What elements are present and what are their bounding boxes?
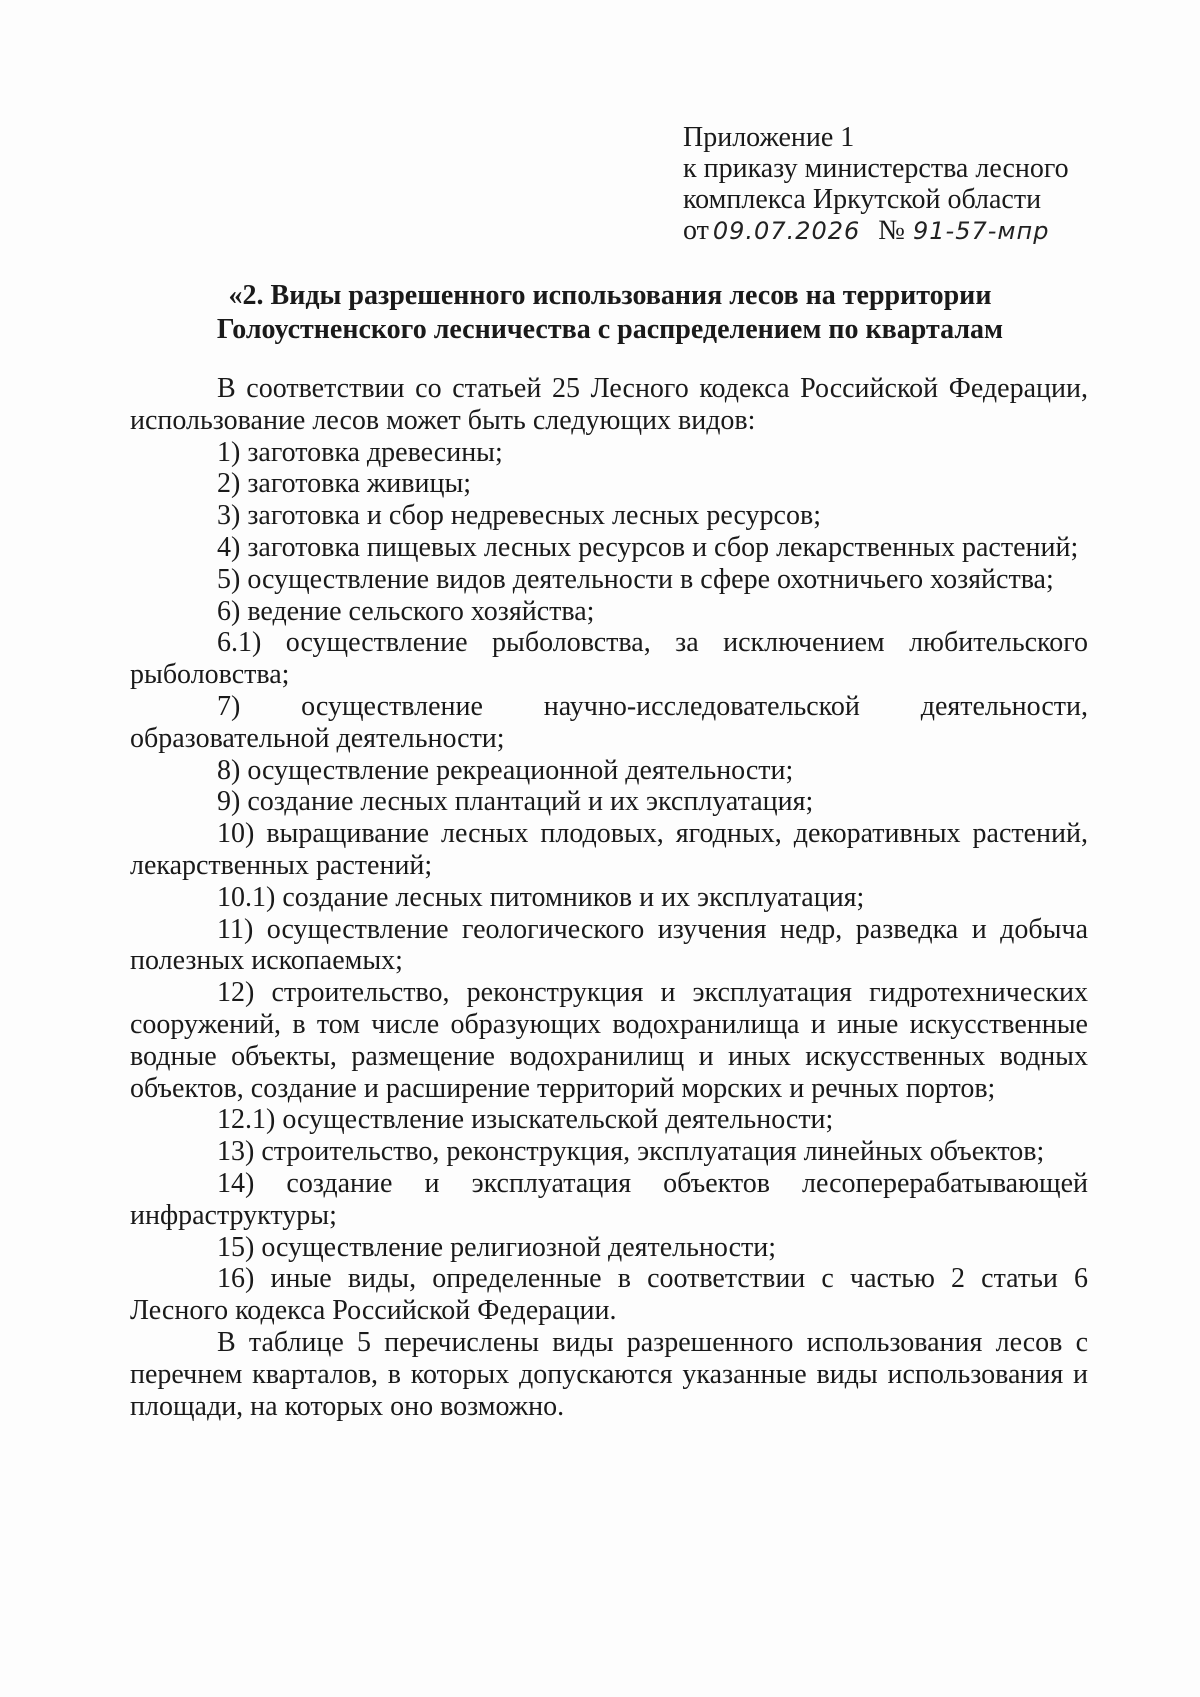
- intro-paragraph: В соответствии со статьей 25 Лесного кодекса Российской Федерации, использование лесов может быть следующих видов:: [130, 373, 1088, 436]
- list-item: 10) выращивание лесных плодовых, ягодных, декоративных растений, лекарственных растений;: [130, 818, 1088, 881]
- appendix-line-2: к приказу министерства лесного: [683, 153, 1069, 184]
- date-prefix: от: [683, 215, 709, 246]
- title-line-1: «2. Виды разрешенного использования лесов на территории: [228, 280, 992, 311]
- list-item: 8) осуществление рекреационной деятельности;: [217, 754, 794, 786]
- list-item: 1) заготовка древесины;: [217, 436, 503, 468]
- appendix-line-3: комплекса Иркутской области: [683, 184, 1042, 215]
- appendix-block: [683, 122, 1069, 247]
- appendix-date-line: [683, 215, 1069, 247]
- list-item: 12.1) осуществление изыскательской деятельности;: [217, 1104, 834, 1136]
- list-item: 4) заготовка пищевых лесных ресурсов и сбор лекарственных растений;: [217, 531, 1079, 563]
- list-item: 11) осуществление геологического изучения недр, разведка и добыча полезных ископаемых;: [130, 913, 1088, 977]
- list-item: 9) создание лесных плантаций и их эксплуатация;: [217, 786, 814, 818]
- closing-paragraph: В таблице 5 перечислены виды разрешенного использования лесов с перечнем кварталов, в которых допускаются указанные виды использования и площади, на которых оно возможно.: [130, 1326, 1088, 1422]
- appendix-line-1: Приложение 1: [683, 122, 855, 153]
- handwritten-number: 91-57-мпр: [913, 217, 1050, 245]
- list-item: 6.1) осуществление рыболовства, за исключением любительского рыболовства;: [130, 627, 1088, 691]
- list-item: 6) ведение сельского хозяйства;: [217, 595, 595, 627]
- list-item: 15) осуществление религиозной деятельности;: [217, 1231, 777, 1263]
- list-item: 2) заготовка живицы;: [217, 468, 472, 500]
- list-item: 13) строительство, реконструкция, эксплуатация линейных объектов;: [217, 1136, 1045, 1168]
- list-item: 16) иные виды, определенные в соответствии с частью 2 статьи 6 Лесного кодекса Российской Федерации.: [130, 1263, 1088, 1327]
- handwritten-date: 09.07.2026: [712, 217, 861, 245]
- list-item: 10.1) создание лесных питомников и их эксплуатация;: [217, 881, 865, 913]
- list-item: 3) заготовка и сбор недревесных лесных ресурсов;: [217, 500, 821, 532]
- title-line-2: Голоустненского лесничества с распределением по кварталам: [216, 314, 1004, 345]
- list-item: 12) строительство, реконструкция и эксплуатация гидротехнических сооружений, в том числе образующих водохранилища и иные искусственные водные объекты, размещение водохранилищ и иных искусственных водных объектов, создание и расширение территорий морских и речных портов;: [130, 977, 1088, 1104]
- list-item: 7) осуществление научно-исследовательской деятельности, образовательной деятельности;: [130, 690, 1088, 754]
- section-title: [130, 279, 1090, 347]
- document-body: [130, 373, 1088, 1422]
- number-sign: №: [878, 215, 906, 246]
- list-item: 14) создание и эксплуатация объектов лесоперерабатывающей инфраструктуры;: [130, 1167, 1088, 1231]
- list-item: 5) осуществление видов деятельности в сфере охотничьего хозяйства;: [217, 563, 1054, 595]
